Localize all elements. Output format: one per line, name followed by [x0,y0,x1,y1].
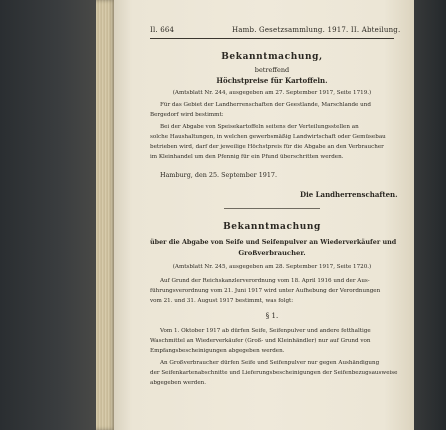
notice1-para-line: im Kleinhandel um den Pfennig für ein Pfund überschritten werden. [150,154,344,160]
notice2-para-line: An Großverbraucher dürfen Seife und Seifenpulver nur gegen Aushändigung [160,360,380,366]
notice1-subtitle-2: Höchstpreise für Kartoffeln. [216,76,328,85]
notice1-signature: Die Landherrenschaften. [300,190,398,199]
notice2-intro-line: führungsverordnung vom 21. Juni 1917 wird unter Aufhebung der Verordnungen [150,288,381,294]
notice1-subtitle-1: betreffend [254,66,290,74]
notice2-para-line: Waschmittel an Wiederverkäufer (Groß- und Kleinhändler) nur auf Grund von [150,338,371,344]
notice2-subtitle-1: über die Abgabe von Seife und Seifenpulver an Wiederverkäufer und [150,238,397,246]
book-page [114,0,414,430]
section-divider [224,208,320,209]
notice2-title: Bekanntmachung [223,222,321,232]
background-left [0,0,100,430]
notice2-para-line: abgegeben werden. [150,380,207,386]
notice1-para-line: solche Haushaltungen, in welchen gewerbsmäßig Landwirtschaft oder Gemüsebau [150,134,386,140]
notice1-intro-line: Für das Gebiet der Landherrenschaften der Geestlande, Marschlande und [160,102,371,108]
notice2-source: (Amtsblatt Nr. 245, ausgegeben am 28. September 1917, Seite 1720.) [172,264,372,270]
notice1-intro-line: Bergedorf wird bestimmt: [150,112,224,118]
notice1-title: Bekanntmachung, [221,52,323,62]
book-page-edges [96,0,116,430]
notice1-source: (Amtsblatt Nr. 244, ausgegeben am 27. September 1917, Seite 1719.) [172,90,372,96]
notice1-para-line: betrieben wird, darf der jeweilige Höchstpreis für die Abgabe an den Verbraucher [150,144,384,150]
notice2-intro-line: Auf Grund der Reichskanzlerverordnung vom 18. April 1916 und der Aus- [160,278,370,284]
notice1-date: Hamburg, den 25. September 1917. [160,171,277,179]
running-title: Hamb. Gesetzsammlung. 1917. II. Abteilung. [232,26,401,34]
notice2-subtitle-2: Großverbraucher. [238,249,306,257]
header-rule [150,38,394,39]
notice1-para-line: Bei der Abgabe von Speisekartoffeln seitens der Verteilungsstellen an [160,124,359,130]
page-number: Il. 664 [150,26,175,34]
notice2-para-line: der Seifenkartenabschnitte und Lieferungsbescheinigungen der Seifenbezugsausweise [150,370,398,376]
notice2-intro-line: vom 21. und 31. August 1917 bestimmt, was folgt: [150,298,294,304]
notice2-para-line: Empfangsbescheinigungen abgegeben werden. [150,348,285,354]
notice2-para-line: Vom 1. Oktober 1917 ab dürfen Seife, Seifenpulver und andere fetthaltige [160,328,371,334]
notice2-section-heading: § 1. [265,312,279,320]
